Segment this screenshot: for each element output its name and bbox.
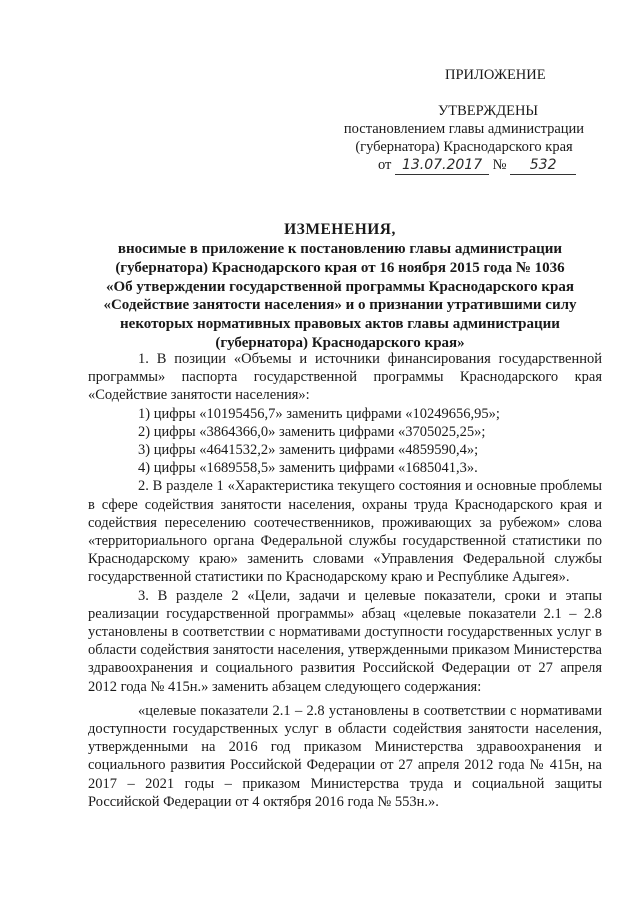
- paragraph-2: 2. В разделе 1 «Характеристика текущего состояния и основные проблемы в сфере содействия занятости населения, охраны труда Краснодарского края и содействия переселению соотечественников, проживающих за рубежом» слова «территориального органа Федеральной службы государственной статистики по Краснодарскому краю» заменить словами «Управления Федеральной службы государственной статистики по Краснодарскому краю и Республике Адыгея».: [88, 478, 602, 586]
- replacement-quote: «целевые показатели 2.1 – 2.8 установлены в соответствии с нормативами доступности государственных услуг в области содействия занятости населения, утвержденными на 2016 год приказом Министерства здравоохранения и социального развития Российской Федерации от 27 апреля 2012 года № 415н, на 2017 – 2021 годы – приказом Министерства труда и социальной защиты Российской Федерации от 4 октября 2016 года № 553н.».: [88, 702, 602, 810]
- subtitle-line: «Об утверждении государственной программы Краснодарского края: [106, 278, 574, 295]
- list-item: 4) цифры «1689558,5» заменить цифрами «1685041,3».: [138, 460, 478, 477]
- document-title: ИЗМЕНЕНИЯ,: [284, 221, 396, 238]
- paragraph-1: 1. В позиции «Объемы и источники финансирования государственной программы» паспорта государственной программы Краснодарского края «Содействие занятости населения»:: [88, 351, 602, 404]
- subtitle-line: (губернатора) Краснодарского края от 16 ноября 2015 года № 1036: [115, 259, 565, 276]
- handwritten-date: 13.07.2017: [395, 156, 489, 175]
- handwritten-number: 532: [510, 156, 576, 175]
- document-body: [88, 350, 602, 811]
- governor-line: (губернатора) Краснодарского края: [355, 139, 573, 155]
- date-number-line: [378, 156, 608, 175]
- document-subtitle: [80, 240, 600, 353]
- list-item: 2) цифры «3864366,0» заменить цифрами «3705025,25»;: [138, 423, 486, 440]
- list-item: 3) цифры «4641532,2» заменить цифрами «4859590,4»;: [138, 442, 479, 459]
- appendix-label: ПРИЛОЖЕНИЕ: [445, 67, 546, 83]
- subtitle-line: некоторых нормативных правовых актов главы администрации: [120, 316, 560, 333]
- list-item: 1) цифры «10195456,7» заменить цифрами «10249656,95»;: [138, 405, 500, 422]
- number-prefix: №: [492, 157, 507, 173]
- resolution-line: постановлением главы администрации: [343, 121, 585, 137]
- date-prefix: от: [378, 157, 392, 173]
- subtitle-line: вносимые в приложение к постановлению главы администрации: [117, 241, 563, 257]
- subtitle-line: (губернатора) Краснодарского края»: [215, 334, 465, 351]
- paragraph-3: 3. В разделе 2 «Цели, задачи и целевые показатели, сроки и этапы реализации государственной программы» абзац «целевые показатели 2.1 – 2.8 установлены в соответствии с нормативами доступности государственных услуг в области содействия занятости населения, утвержденными приказом Министерства здравоохранения и социального развития Российской Федерации от 27 апреля 2012 года № 415н.» заменить абзацем следующего содержания:: [88, 587, 602, 695]
- subtitle-line: «Содействие занятости населения» и о признании утратившими силу: [103, 297, 577, 314]
- approved-label: УТВЕРЖДЕНЫ: [438, 103, 539, 119]
